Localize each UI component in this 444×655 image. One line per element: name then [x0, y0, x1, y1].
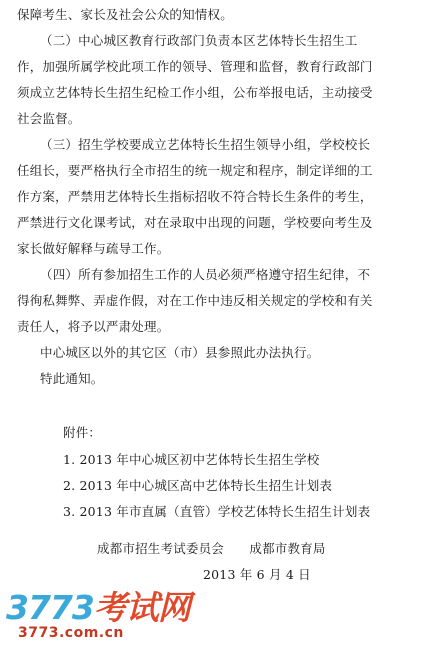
- attachment-item: 3. 2013 年市直属（直管）学校艺体特长生招生计划表: [63, 504, 371, 519]
- site-watermark-logo: [6, 588, 190, 650]
- attachment-item: 2. 2013 年中心城区高中艺体特长生招生计划表: [63, 478, 333, 493]
- text-line: 作方案，严禁用艺体特长生指标招收不符合特长生条件的考生，: [17, 189, 373, 204]
- attachments-label: 附件：: [63, 425, 102, 440]
- text-line: 家长做好解释与疏导工作。: [17, 241, 170, 256]
- text-line: （三）招生学校要成立艺体特长生招生领导小组，学校校长: [40, 137, 371, 152]
- text-line: 任组长，要严格执行全市招生的统一规定和程序，制定详细的工: [17, 163, 373, 178]
- attachment-item: 1. 2013 年中心城区初中艺体特长生招生学校: [63, 452, 320, 467]
- text-line: （四）所有参加招生工作的人员必须严格遵守招生纪律，不: [40, 267, 371, 282]
- date: 2013 年 6 月 4 日: [203, 567, 311, 582]
- logo-number: 3773: [6, 588, 94, 627]
- text-line: 中心城区以外的其它区（市）县参照此办法执行。: [40, 345, 320, 360]
- text-line: 责任人，将予以严肃处理。: [17, 319, 170, 334]
- text-line: 严禁进行文化课考试，对在录取中出现的问题，学校要向考生及: [17, 215, 373, 230]
- text-line: 特此通知。: [40, 371, 104, 386]
- text-line: 保障考生、家长及社会公众的知情权。: [17, 7, 233, 22]
- text-line: 得徇私舞弊、弄虚作假，对在工作中违反相关规定的学校和有关: [17, 293, 373, 308]
- text-line: 须成立艺体特长生招生纪检工作小组，公布举报电话，主动接受: [17, 85, 373, 100]
- text-line: 社会监督。: [17, 111, 81, 126]
- logo-url: 3773.com.cn: [18, 625, 124, 641]
- text-line: 作，加强所属学校此项工作的领导、管理和监督，教育行政部门: [17, 59, 373, 74]
- logo-wordmark: [6, 590, 190, 626]
- logo-text: 考试网: [93, 588, 190, 627]
- signature: 成都市招生考试委员会 成都市教育局: [97, 541, 326, 556]
- text-line: （二）中心城区教育行政部门负责本区艺体特长生招生工: [40, 33, 358, 48]
